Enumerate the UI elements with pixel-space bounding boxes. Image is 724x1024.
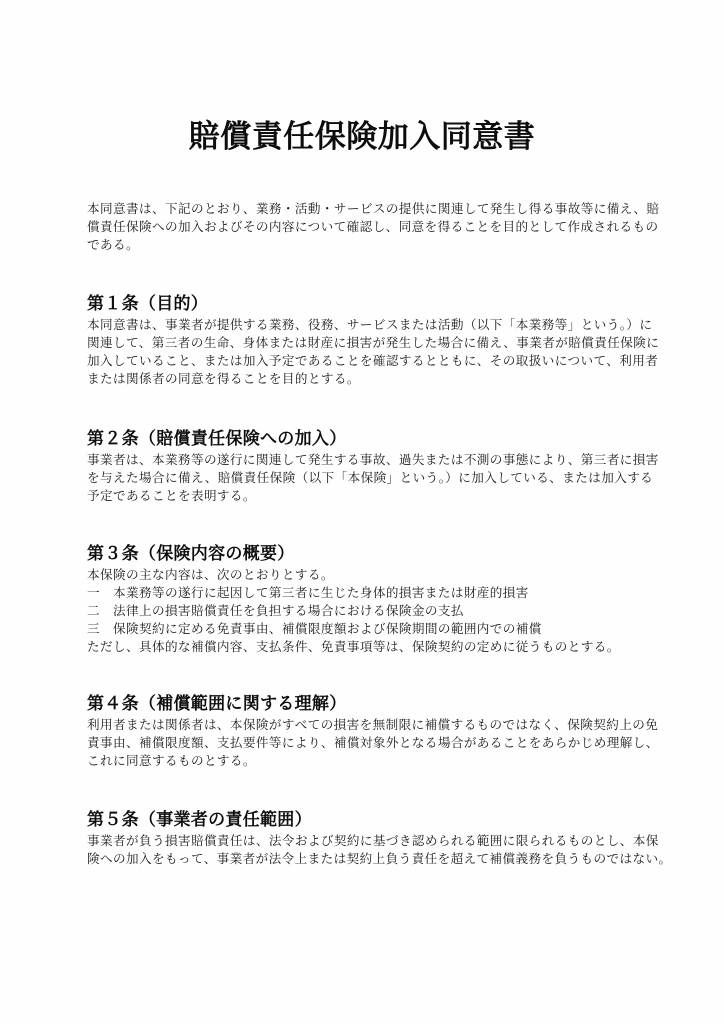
article-3 (87, 542, 647, 656)
article-heading: 第１条（目的） (87, 294, 209, 314)
article-line: 責事由、補償限度額、支払要件等により、補償対象外となる場合があることをあらかじめ理解し、 (87, 735, 659, 750)
article-line: 本同意書は、事業者が提供する業務、役務、サービスまたは活動（以下「本業務等」という。）に (87, 317, 653, 332)
document-title: 賠償責任保険加入同意書 (188, 119, 536, 155)
article-line: 険への加入をもって、事業者が法令上または契約上負う責任を超えて補償義務を負うものではない。 (87, 851, 672, 866)
article-heading: 第２条（賠償責任保険への加入） (87, 429, 347, 449)
article-5 (87, 808, 672, 868)
article-heading: 第４条（補償範囲に関する理解） (87, 694, 347, 714)
article-4 (87, 692, 659, 770)
article-line: 事業者は、本業務等の遂行に関連して発生する事故、過失または不測の事態により、第三者に損害 (87, 452, 659, 467)
article-line: これに同意するものとする。 (87, 753, 256, 768)
article-1 (87, 292, 660, 388)
article-heading: 第３条（保険内容の概要） (87, 544, 295, 564)
intro-paragraph (87, 200, 660, 254)
article-list-item: 三 保険契約に定める免責事由、補償限度額および保険期間の範囲内での補償 (87, 621, 542, 636)
article-line: 利用者または関係者は、本保険がすべての損害を無制限に補償するものではなく、保険契約上の免 (87, 717, 659, 732)
article-line: 加入していること、または加入予定であることを確認するとともに、その取扱いについて、利用者 (87, 353, 659, 368)
intro-line: 償責任保険への加入およびその内容について確認し、同意を得ることを目的として作成されるもの (87, 219, 659, 234)
article-line: 事業者が負う損害賠償責任は、法令および契約に基づき認められる範囲に限られるものとし、本保 (87, 833, 659, 848)
article-line: 予定であることを表明する。 (87, 488, 256, 503)
article-list-item: 二 法律上の損害賠償責任を負担する場合における保険金の支払 (87, 603, 464, 618)
article-line: 本保険の主な内容は、次のとおりとする。 (87, 567, 334, 582)
article-line: ただし、具体的な補償内容、支払条件、免責事項等は、保険契約の定めに従うものとする。 (87, 639, 620, 654)
article-list-item: 一 本業務等の遂行に起因して第三者に生じた身体的損害または財産的損害 (87, 585, 529, 600)
article-line: 関連して、第三者の生命、身体または財産に損害が発生した場合に備え、事業者が賠償責任保険に (87, 335, 660, 350)
article-line: を与えた場合に備え、賠償責任保険（以下「本保険」という。）に加入している、または加入する (87, 470, 654, 485)
intro-line: 本同意書は、下記のとおり、業務・活動・サービスの提供に関連して発生し得る事故等に備え、賠 (87, 201, 660, 216)
article-line: または関係者の同意を得ることを目的とする。 (87, 371, 360, 386)
intro-line: である。 (87, 237, 139, 252)
article-2 (87, 427, 659, 505)
article-heading: 第５条（事業者の責任範囲） (87, 810, 312, 830)
